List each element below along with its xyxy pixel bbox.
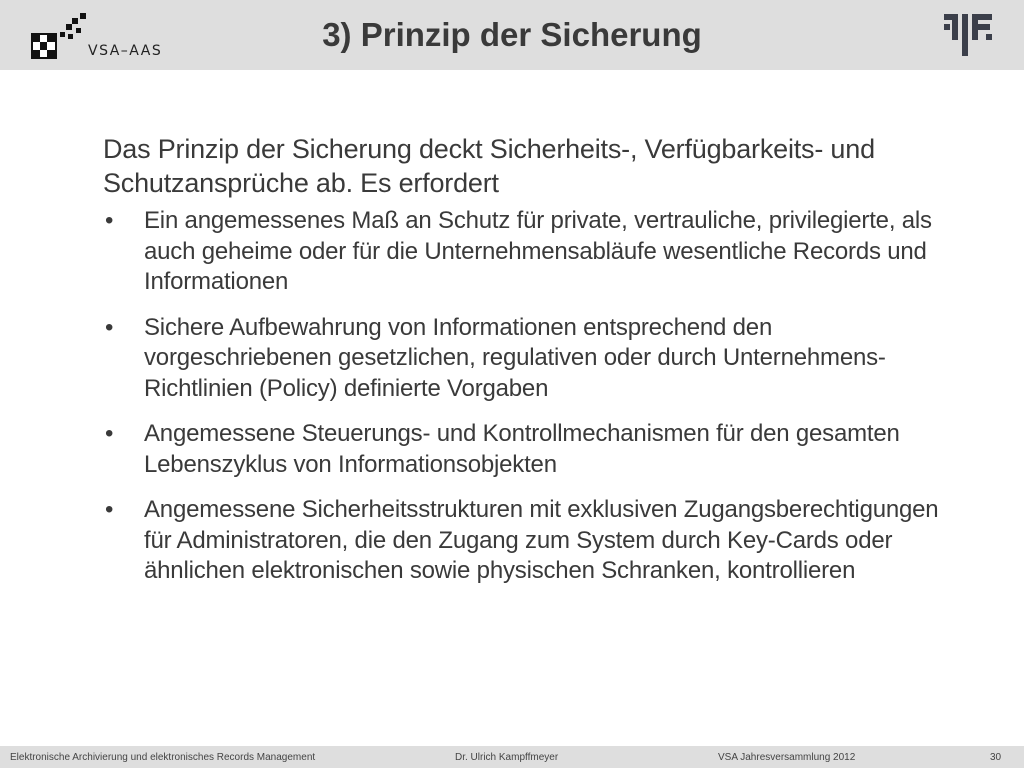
page-number: 30 [990, 752, 1002, 763]
bullet-text: Angemessene Steuerungs- und Kontrollmechanismen für den gesamten Lebenszyklus von Informationsobjekten [144, 420, 900, 478]
bullet-list [103, 206, 963, 587]
bullet-marker: • [105, 420, 114, 447]
list-item [103, 495, 963, 587]
bullet-marker: • [105, 313, 114, 341]
footer-presentation-title: Elektronische Archivierung und elektronisches Records Management [10, 752, 316, 763]
list-item [103, 313, 963, 405]
header-bar [0, 0, 1024, 70]
footer-bar [0, 746, 1024, 768]
bullet-marker: • [105, 496, 114, 523]
bullet-text: Sichere Aufbewahrung von Informationen entsprechend den vorgeschriebenen gesetzlichen, regulativen oder durch Unternehmens-Richtlinien (Policy) definierte Vorgaben [144, 313, 886, 402]
logo-text: VSA–AAS [88, 43, 163, 59]
bullet-text: Ein angemessenes Maß an Schutz für private, vertrauliche, privilegierte, als auch geheime oder für die Unternehmensabläufe wesentliche Records und Informationen [144, 207, 932, 295]
footer-author: Dr. Ulrich Kampffmeyer [455, 752, 559, 763]
slide-title: 3) Prinzip der Sicherung [322, 16, 702, 53]
list-item [103, 206, 963, 298]
slide-content [103, 132, 963, 602]
bullet-text: Angemessene Sicherheitsstrukturen mit exklusiven Zugangsberechtigungen für Administratoren, die den Zugang zum System durch Key-Cards oder ähnlichen elektronischen sowie physischen Schranken, kontrollieren [144, 496, 939, 584]
pdf-logo [944, 14, 992, 61]
bullet-marker: • [105, 207, 114, 234]
list-item [103, 419, 963, 480]
intro-paragraph: Das Prinzip der Sicherung deckt Sicherheits-, Verfügbarkeits- und Schutzansprüche ab. Es erfordert [103, 134, 875, 198]
pdf-logo-icon [944, 14, 992, 56]
footer-event: VSA Jahresversammlung 2012 [718, 752, 856, 763]
